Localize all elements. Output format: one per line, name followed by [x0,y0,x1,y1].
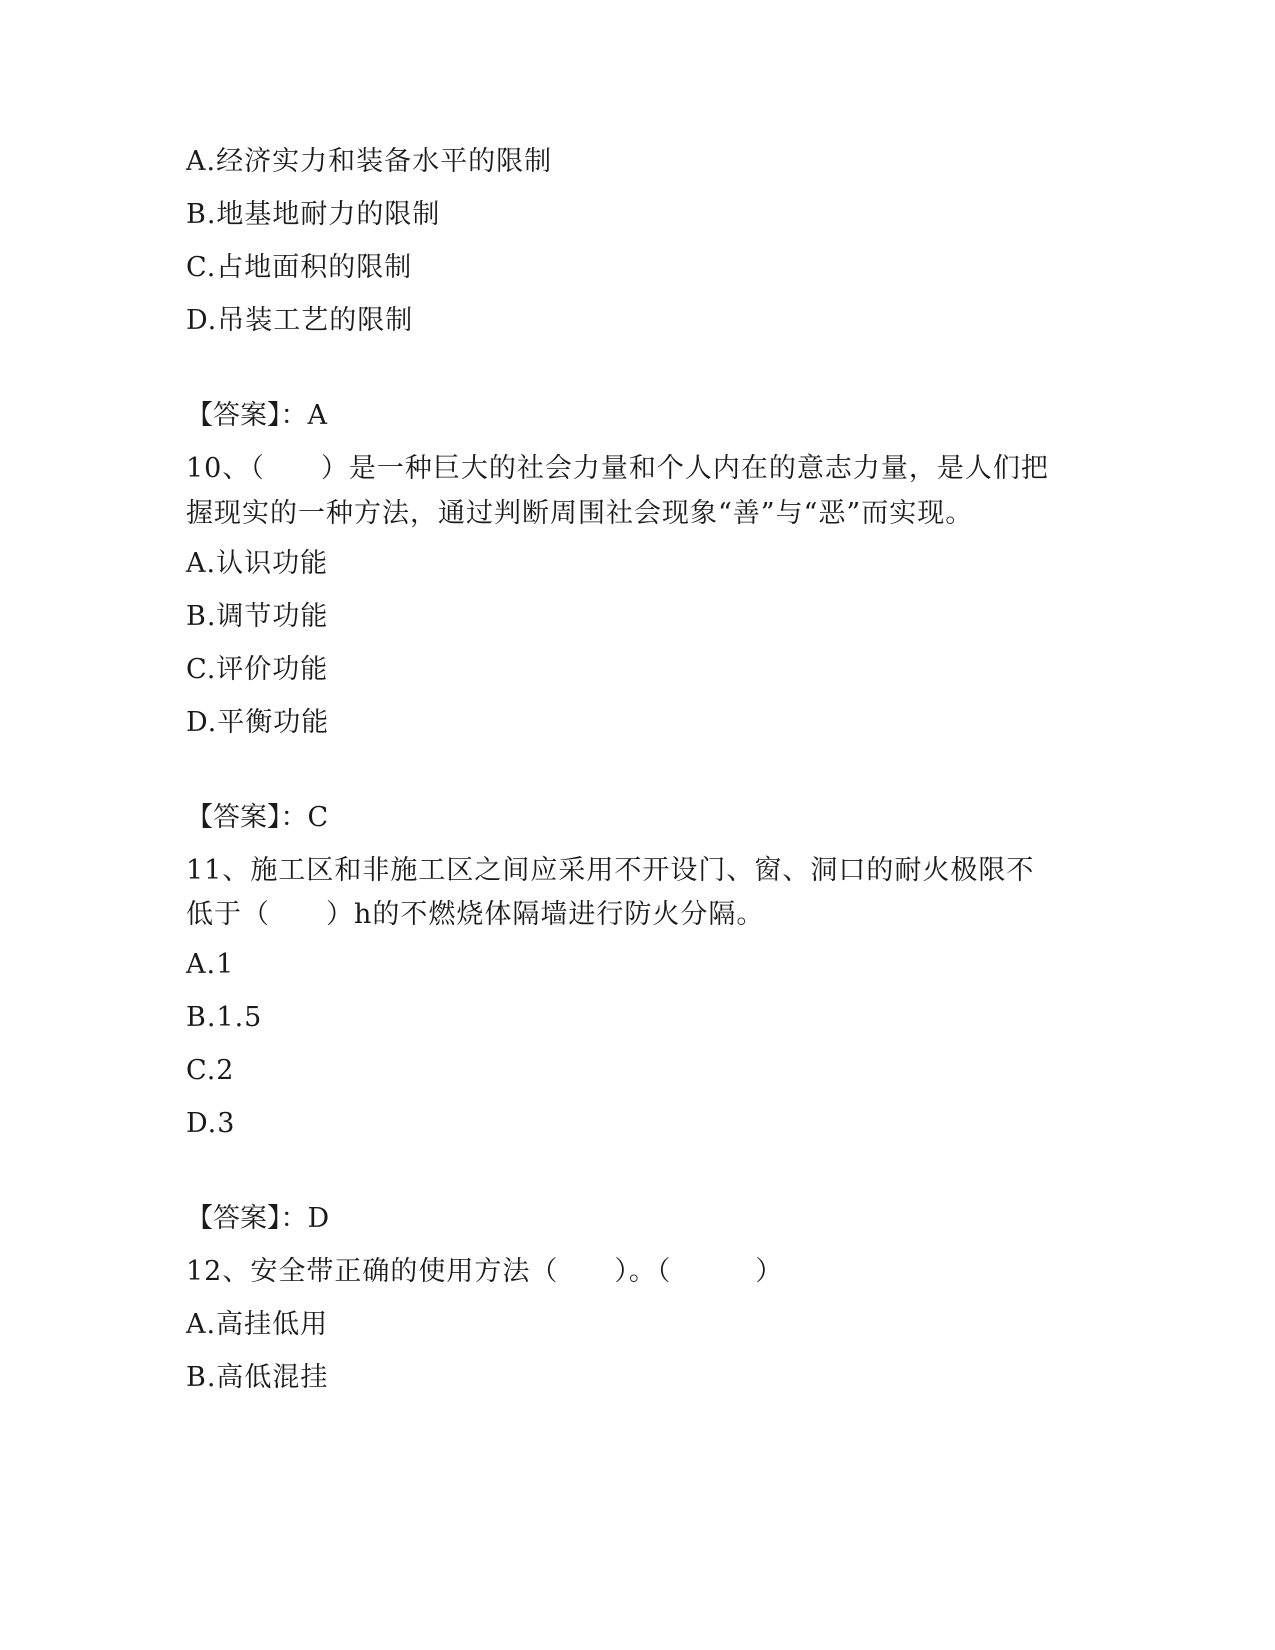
q11-stem-line2: 低于（ ）h的不燃烧体隔墙进行防火分隔。 [186,899,765,930]
q10-option-c: C.评价功能 [186,654,329,685]
q10-option-a: A.认识功能 [186,548,329,579]
q9-option-c: C.占地面积的限制 [186,252,413,283]
q10-option-d: D.平衡功能 [186,707,330,738]
q9-answer: 【答案】：A [186,400,327,431]
q11-option-a: A.1 [186,949,235,980]
q12-option-a: A.高挂低用 [186,1309,329,1340]
q11-option-c: C.2 [186,1055,235,1086]
q10-stem-line2: 握现实的一种方法，通过判断周围社会现象“善”与“恶”而实现。 [186,498,974,529]
q12-option-b: B.高低混挂 [186,1362,329,1393]
q10-answer: 【答案】：C [186,802,329,833]
q9-option-a: A.经济实力和装备水平的限制 [186,146,553,177]
q11-answer: 【答案】：D [186,1203,330,1234]
q10-stem-line1: 10、（ ）是一种巨大的社会力量和个人内在的意志力量，是人们把 [186,453,1049,484]
q9-option-d: D.吊装工艺的限制 [186,305,414,336]
q11-option-b: B.1.5 [186,1002,263,1033]
q10-option-b: B.调节功能 [186,601,329,632]
q11-stem-line1: 11、施工区和非施工区之间应采用不开设门、窗、洞口的耐火极限不 [186,855,1035,886]
q12-stem-line1: 12、安全带正确的使用方法（ ）。（ ） [186,1256,784,1287]
q11-option-d: D.3 [186,1108,236,1139]
q9-option-b: B.地基地耐力的限制 [186,199,441,230]
